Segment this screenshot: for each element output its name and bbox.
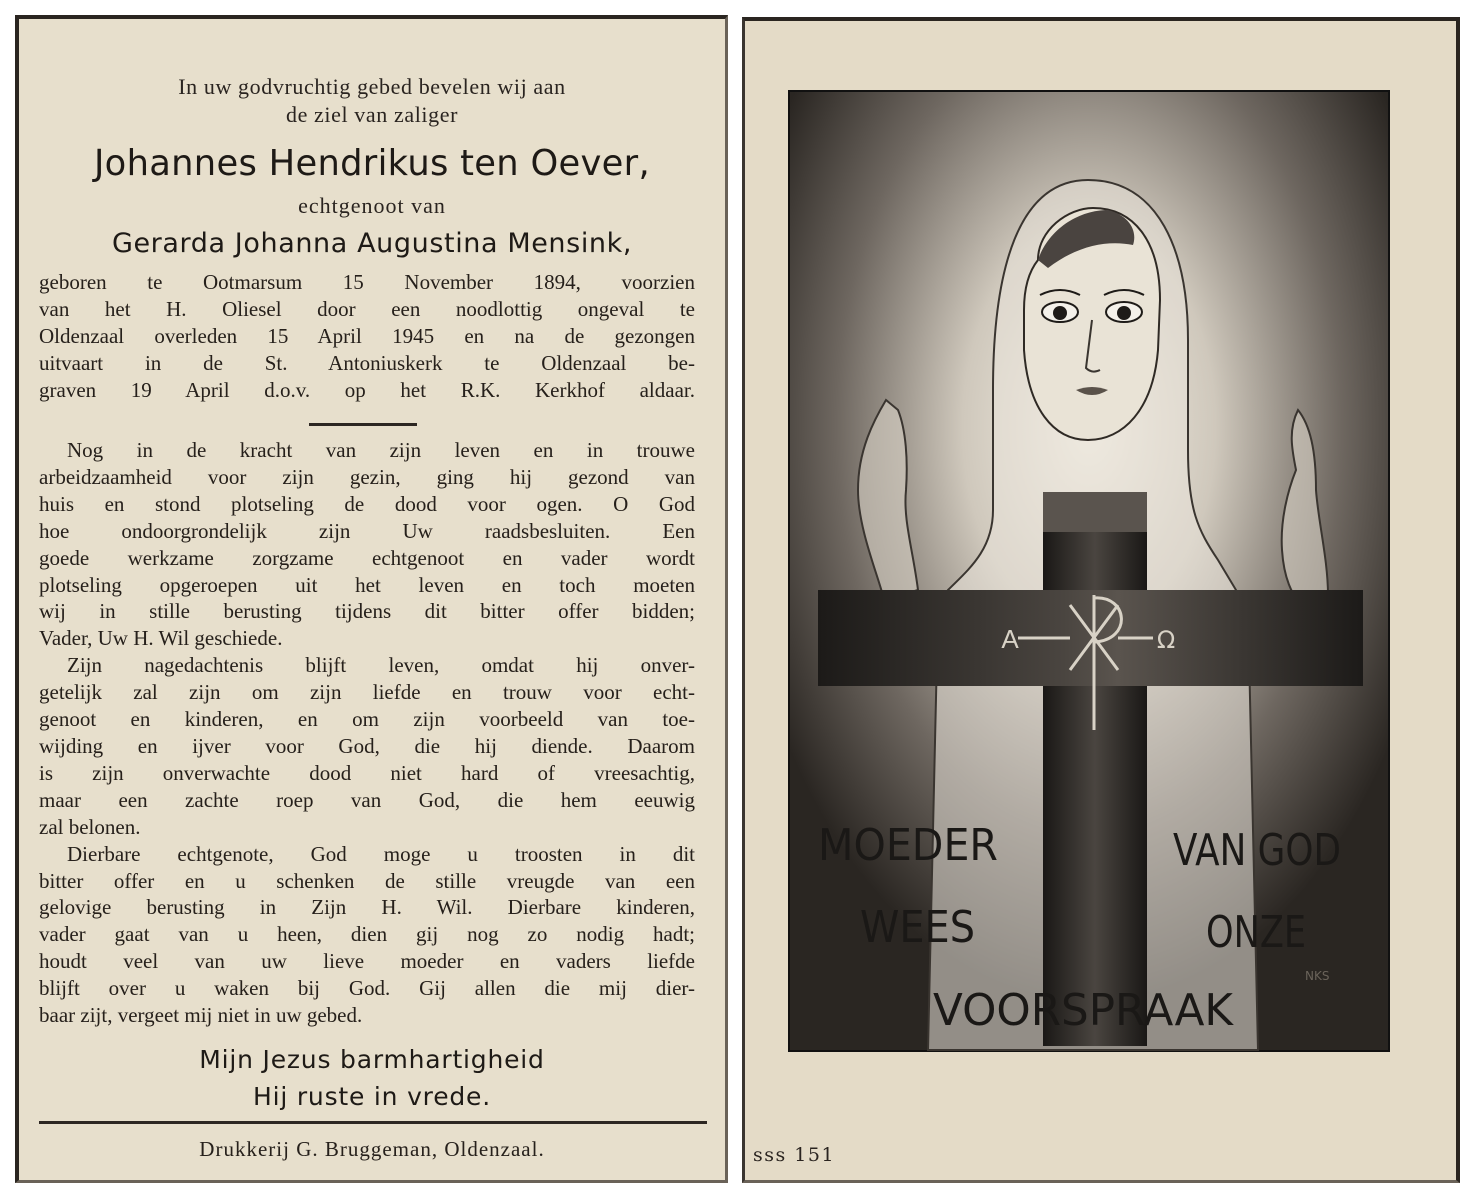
text-line: genoot en kinderen, en om zijn voorbeeld van toe-	[39, 707, 695, 732]
text-line: van het H. Oliesel door een noodlottig ongeval te	[39, 297, 695, 321]
intro-text	[39, 73, 705, 129]
spouse-name: Gerarda Johanna Augustina Mensink,	[111, 228, 633, 259]
artist-signature: NKS	[1305, 969, 1330, 983]
text-line: uitvaart in de St. Antoniuskerk te Oldenzaal be-	[39, 351, 695, 375]
text-line: Nog in de kracht van zijn leven en in trouwe	[67, 438, 695, 462]
text-line: blijft over u waken bij God. Gij allen die mij dier-	[39, 976, 695, 1001]
text-line: getelijk zal zijn om zijn liefde en trouw voor echt-	[39, 680, 695, 705]
spouse-prefix: echtgenoot van	[298, 193, 446, 218]
memorial-body	[39, 437, 695, 1029]
cross-post	[1043, 492, 1147, 1046]
word-moeder: MOEDER	[818, 820, 998, 871]
text-line: goede werkzame zorgzame echtgenoot en vader wordt	[39, 545, 695, 570]
text-line: wijding en ijver voor God, die hij diende. Daarom	[39, 733, 695, 758]
cross-beam	[818, 590, 1363, 686]
word-wees: WEES	[860, 902, 975, 953]
card-code: sss 151	[753, 1144, 836, 1166]
text-line: Dierbare echtgenote, God moge u troosten in dit	[67, 841, 695, 866]
text-line: baar zijt, vergeet mij niet in uw gebed.	[39, 1003, 363, 1028]
text-line: bitter offer en u schenken de stille vreugde van een	[39, 868, 695, 893]
text-line: houdt veel van uw lieve moeder en vaders liefde	[39, 949, 695, 974]
deceased-name: Johannes Hendrikus ten Oever,	[93, 143, 650, 184]
intro-line: de ziel van zaliger	[285, 102, 459, 127]
closing-line: Hij ruste in vrede.	[253, 1082, 491, 1111]
text-line: is zijn onverwachte dood niet hard of vreesachtig,	[39, 760, 695, 785]
text-line: Zijn nagedachtenis blijft leven, omdat hij onver-	[67, 653, 695, 678]
text-line: geboren te Ootmarsum 15 November 1894, voorzien	[39, 270, 695, 294]
text-line: vader gaat van u heen, dien gij nog zo nodig hadt;	[39, 922, 695, 947]
memorial-text-card	[15, 15, 728, 1183]
text-line: gelovige berusting in Zijn H. Wil. Dierbare kinderen,	[39, 895, 695, 920]
word-onze: ONZE	[1206, 907, 1306, 958]
alpha-letter: A	[1001, 624, 1019, 654]
printer-credit: Drukkerij G. Bruggeman, Oldenzaal.	[199, 1137, 545, 1161]
word-voorspraak: VOORSPRAAK	[933, 985, 1235, 1036]
devotional-picture-card	[742, 17, 1460, 1183]
text-line: maar een zachte roep van God, die hem eeuwig	[39, 787, 695, 812]
text-line: Oldenzaal overleden 15 April 1945 en na de gezongen	[39, 324, 695, 348]
divider	[309, 423, 417, 426]
closing-line: Mijn Jezus barmhartigheid	[199, 1045, 545, 1074]
closing-prayer	[29, 1041, 715, 1115]
text-line: plotseling opgeroepen uit het leven en toch moeten	[39, 572, 695, 597]
text-line: huis en stond plotseling de dood voor ogen. O God	[39, 491, 695, 516]
text-line: hoe ondoorgrondelijk zijn Uw raadsbesluiten. Een	[39, 518, 695, 543]
text-line: wij in stille berusting tijdens dit bitter offer bidden;	[39, 599, 695, 624]
text-line: zal belonen.	[39, 814, 141, 839]
text-line: arbeidzaamheid voor zijn gezin, ging hij gezond van	[39, 464, 695, 489]
madonna-cross-illustration	[788, 90, 1390, 1052]
bottom-divider	[39, 1121, 707, 1124]
text-line: graven 19 April d.o.v. op het R.K. Kerkhof aldaar.	[39, 378, 695, 402]
text-line: Vader, Uw H. Wil geschiede.	[39, 626, 283, 651]
word-van-god: VAN GOD	[1173, 825, 1341, 876]
intro-line: In uw godvruchtig gebed bevelen wij aan	[178, 74, 566, 99]
birth-death-paragraph	[39, 269, 695, 404]
omega-letter: Ω	[1156, 626, 1176, 654]
